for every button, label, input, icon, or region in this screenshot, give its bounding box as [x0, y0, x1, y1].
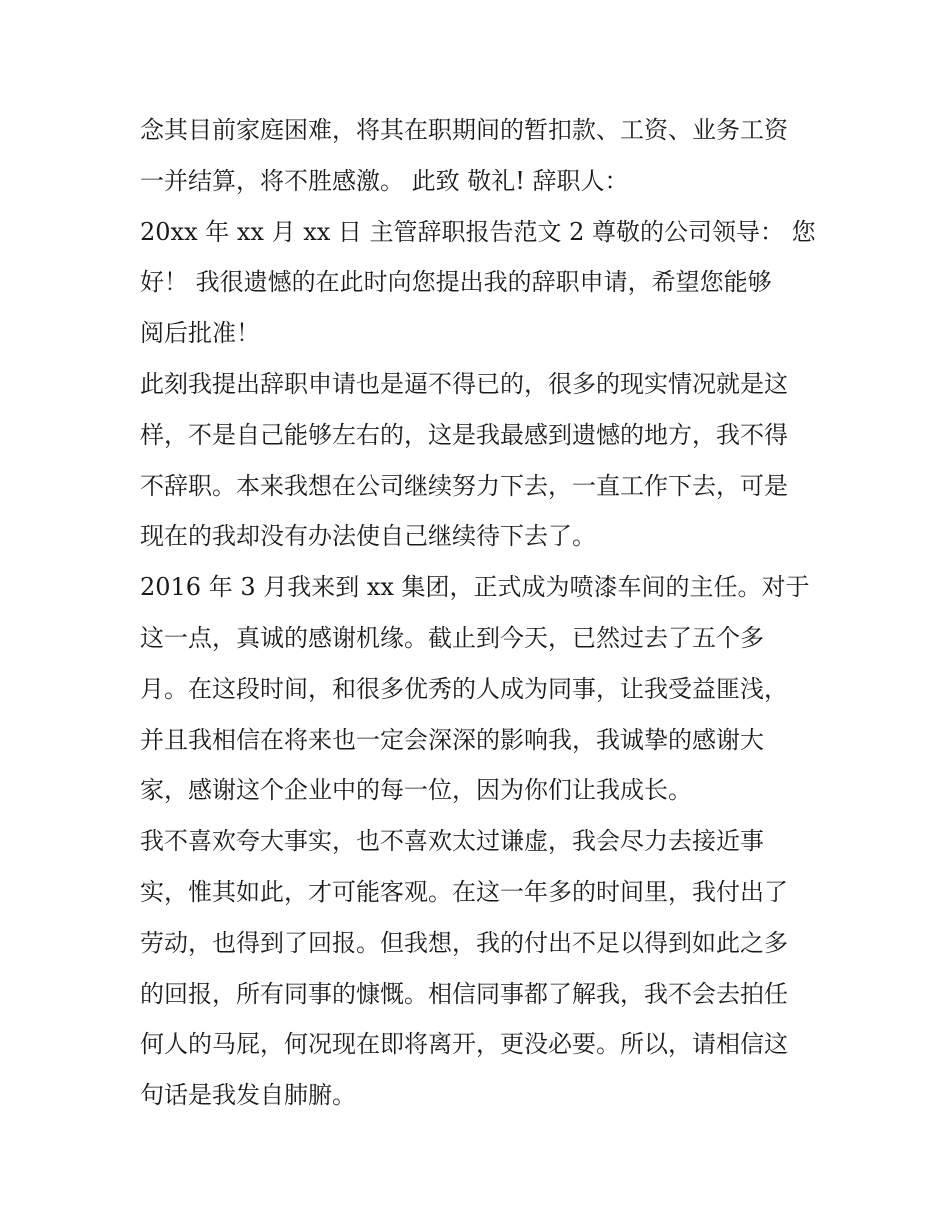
text-line: 阅后批准！ [140, 319, 260, 348]
text-line: 现在的我却没有办法使自己继续待下去了。 [140, 522, 596, 551]
text-line: 的回报，所有同事的慷慨。相信同事都了解我，我不会去拍任 [140, 979, 788, 1008]
text-line: 样，不是自己能够左右的，这是我最感到遗憾的地方，我不得 [140, 420, 788, 449]
text-line: 月。在这段时间，和很多优秀的人成为同事，让我受益匪浅， [140, 674, 788, 703]
text-line: 句话是我发自肺腑。 [140, 1081, 356, 1110]
text-line: 劳动，也得到了回报。但我想，我的付出不足以得到如此之多 [140, 928, 788, 957]
text-line: 好！ 我很遗憾的在此时向您提出我的辞职申请，希望您能够 [140, 268, 772, 297]
text-line: 实，惟其如此，才可能客观。在这一年多的时间里，我付出了 [140, 877, 788, 906]
text-line: 何人的马屁，何况现在即将离开，更没必要。所以，请相信这 [140, 1030, 788, 1059]
text-line: 20xx 年 xx 月 xx 日 主管辞职报告范文 2 尊敬的公司领导： 您 [140, 217, 816, 246]
text-line: 这一点，真诚的感谢机缘。截止到今天，已然过去了五个多 [140, 623, 764, 652]
text-line: 一并结算，将不胜感激。 此致 敬礼! 辞职人： [140, 166, 629, 195]
text-line: 家，感谢这个企业中的每一位，因为你们让我成长。 [140, 776, 692, 805]
document-body [140, 105, 820, 1121]
text-line: 2016 年 3 月我来到 xx 集团，正式成为喷漆车间的主任。对于 [140, 573, 810, 602]
text-line: 此刻我提出辞职申请也是逼不得已的，很多的现实情况就是这 [140, 369, 788, 398]
text-line: 念其目前家庭困难，将其在职期间的暂扣款、工资、业务工资 [140, 116, 788, 144]
text-line: 不辞职。本来我想在公司继续努力下去，一直工作下去，可是 [140, 471, 788, 500]
text-line: 我不喜欢夸大事实，也不喜欢太过谦虚，我会尽力去接近事 [140, 827, 764, 856]
text-line: 并且我相信在将来也一定会深深的影响我，我诚挚的感谢大 [140, 725, 764, 754]
